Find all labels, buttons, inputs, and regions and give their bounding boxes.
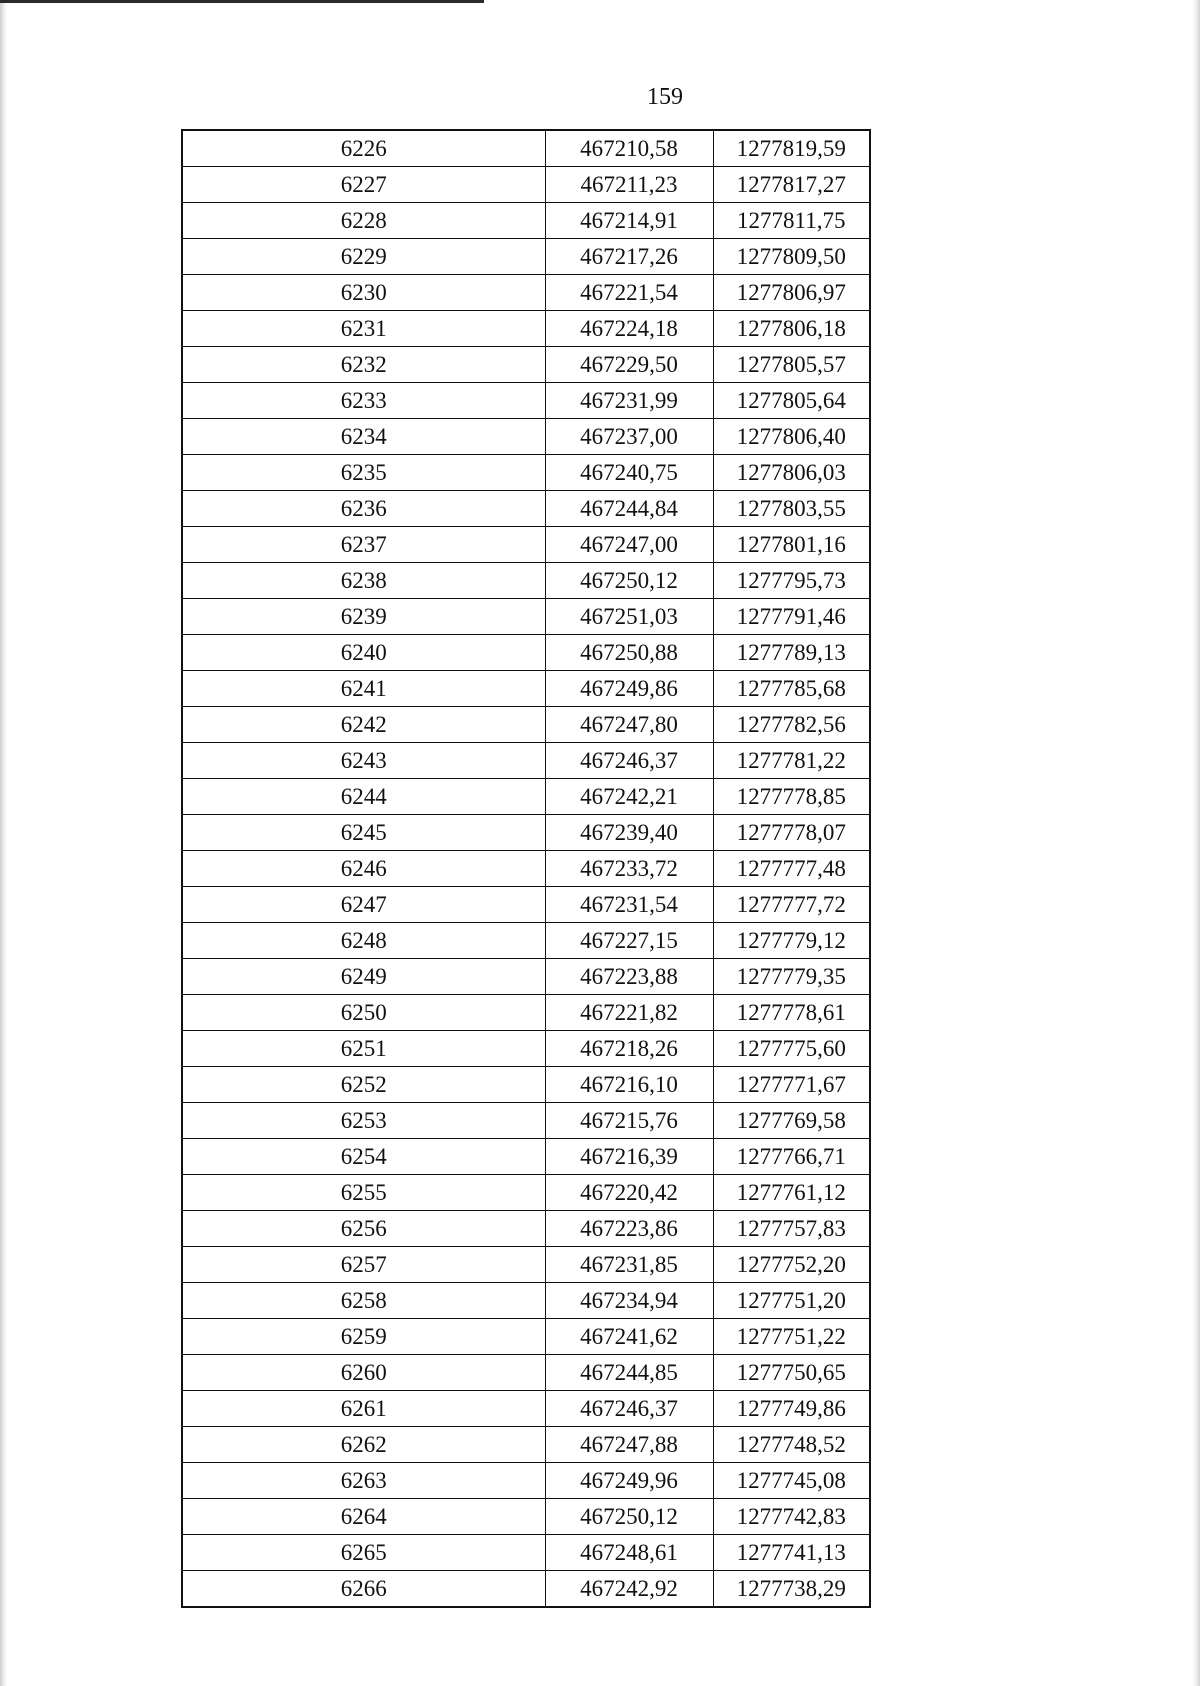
y-coordinate-cell: 1277785,68: [713, 671, 870, 707]
point-number-cell: 6255: [182, 1175, 545, 1211]
x-coordinate-cell: 467251,03: [545, 599, 713, 635]
point-number-cell: 6239: [182, 599, 545, 635]
table-row: [182, 1571, 870, 1608]
x-coordinate-cell: 467237,00: [545, 419, 713, 455]
table-row: [182, 599, 870, 635]
x-coordinate-cell: 467211,23: [545, 167, 713, 203]
y-coordinate-cell: 1277781,22: [713, 743, 870, 779]
table-row: [182, 491, 870, 527]
table-row: [182, 383, 870, 419]
x-coordinate-cell: 467234,94: [545, 1283, 713, 1319]
point-number-cell: 6237: [182, 527, 545, 563]
x-coordinate-cell: 467242,21: [545, 779, 713, 815]
table-row: [182, 1463, 870, 1499]
x-coordinate-cell: 467231,85: [545, 1247, 713, 1283]
table-row: [182, 995, 870, 1031]
point-number-cell: 6236: [182, 491, 545, 527]
y-coordinate-cell: 1277806,97: [713, 275, 870, 311]
y-coordinate-cell: 1277766,71: [713, 1139, 870, 1175]
y-coordinate-cell: 1277811,75: [713, 203, 870, 239]
y-coordinate-cell: 1277817,27: [713, 167, 870, 203]
point-number-cell: 6249: [182, 959, 545, 995]
point-number-cell: 6247: [182, 887, 545, 923]
point-number-cell: 6251: [182, 1031, 545, 1067]
table-row: [182, 419, 870, 455]
x-coordinate-cell: 467218,26: [545, 1031, 713, 1067]
table-row: [182, 1031, 870, 1067]
y-coordinate-cell: 1277806,03: [713, 455, 870, 491]
x-coordinate-cell: 467231,54: [545, 887, 713, 923]
table-row: [182, 1355, 870, 1391]
point-number-cell: 6250: [182, 995, 545, 1031]
x-coordinate-cell: 467221,54: [545, 275, 713, 311]
point-number-cell: 6243: [182, 743, 545, 779]
x-coordinate-cell: 467250,12: [545, 563, 713, 599]
table-row: [182, 923, 870, 959]
y-coordinate-cell: 1277791,46: [713, 599, 870, 635]
y-coordinate-cell: 1277748,52: [713, 1427, 870, 1463]
table-row: [182, 851, 870, 887]
point-number-cell: 6256: [182, 1211, 545, 1247]
table-row: [182, 1211, 870, 1247]
table-row: [182, 635, 870, 671]
point-number-cell: 6262: [182, 1427, 545, 1463]
point-number-cell: 6258: [182, 1283, 545, 1319]
x-coordinate-cell: 467221,82: [545, 995, 713, 1031]
coordinates-table: [181, 129, 871, 1608]
x-coordinate-cell: 467233,72: [545, 851, 713, 887]
point-number-cell: 6263: [182, 1463, 545, 1499]
y-coordinate-cell: 1277778,85: [713, 779, 870, 815]
y-coordinate-cell: 1277819,59: [713, 130, 870, 167]
x-coordinate-cell: 467246,37: [545, 1391, 713, 1427]
y-coordinate-cell: 1277805,64: [713, 383, 870, 419]
x-coordinate-cell: 467247,88: [545, 1427, 713, 1463]
y-coordinate-cell: 1277805,57: [713, 347, 870, 383]
y-coordinate-cell: 1277778,61: [713, 995, 870, 1031]
y-coordinate-cell: 1277738,29: [713, 1571, 870, 1608]
y-coordinate-cell: 1277795,73: [713, 563, 870, 599]
y-coordinate-cell: 1277742,83: [713, 1499, 870, 1535]
point-number-cell: 6260: [182, 1355, 545, 1391]
point-number-cell: 6252: [182, 1067, 545, 1103]
point-number-cell: 6259: [182, 1319, 545, 1355]
y-coordinate-cell: 1277778,07: [713, 815, 870, 851]
point-number-cell: 6233: [182, 383, 545, 419]
x-coordinate-cell: 467220,42: [545, 1175, 713, 1211]
y-coordinate-cell: 1277777,48: [713, 851, 870, 887]
table-row: [182, 311, 870, 347]
point-number-cell: 6231: [182, 311, 545, 347]
point-number-cell: 6241: [182, 671, 545, 707]
table-row: [182, 527, 870, 563]
x-coordinate-cell: 467250,88: [545, 635, 713, 671]
table-row: [182, 1391, 870, 1427]
x-coordinate-cell: 467244,85: [545, 1355, 713, 1391]
table-row: [182, 743, 870, 779]
table-row: [182, 1499, 870, 1535]
table-row: [182, 779, 870, 815]
table-row: [182, 1139, 870, 1175]
y-coordinate-cell: 1277749,86: [713, 1391, 870, 1427]
x-coordinate-cell: 467242,92: [545, 1571, 713, 1608]
x-coordinate-cell: 467229,50: [545, 347, 713, 383]
y-coordinate-cell: 1277809,50: [713, 239, 870, 275]
y-coordinate-cell: 1277769,58: [713, 1103, 870, 1139]
y-coordinate-cell: 1277751,22: [713, 1319, 870, 1355]
table-row: [182, 959, 870, 995]
y-coordinate-cell: 1277806,18: [713, 311, 870, 347]
table-row: [182, 1535, 870, 1571]
point-number-cell: 6264: [182, 1499, 545, 1535]
x-coordinate-cell: 467210,58: [545, 130, 713, 167]
x-coordinate-cell: 467247,00: [545, 527, 713, 563]
table-row: [182, 455, 870, 491]
point-number-cell: 6226: [182, 130, 545, 167]
x-coordinate-cell: 467250,12: [545, 1499, 713, 1535]
y-coordinate-cell: 1277801,16: [713, 527, 870, 563]
table-row: [182, 1175, 870, 1211]
point-number-cell: 6246: [182, 851, 545, 887]
point-number-cell: 6230: [182, 275, 545, 311]
table-row: [182, 1319, 870, 1355]
y-coordinate-cell: 1277789,13: [713, 635, 870, 671]
point-number-cell: 6238: [182, 563, 545, 599]
table-row: [182, 887, 870, 923]
point-number-cell: 6229: [182, 239, 545, 275]
y-coordinate-cell: 1277751,20: [713, 1283, 870, 1319]
x-coordinate-cell: 467216,10: [545, 1067, 713, 1103]
y-coordinate-cell: 1277806,40: [713, 419, 870, 455]
x-coordinate-cell: 467246,37: [545, 743, 713, 779]
table-row: [182, 1247, 870, 1283]
point-number-cell: 6266: [182, 1571, 545, 1608]
x-coordinate-cell: 467240,75: [545, 455, 713, 491]
y-coordinate-cell: 1277752,20: [713, 1247, 870, 1283]
point-number-cell: 6253: [182, 1103, 545, 1139]
x-coordinate-cell: 467215,76: [545, 1103, 713, 1139]
y-coordinate-cell: 1277779,12: [713, 923, 870, 959]
x-coordinate-cell: 467216,39: [545, 1139, 713, 1175]
point-number-cell: 6257: [182, 1247, 545, 1283]
point-number-cell: 6254: [182, 1139, 545, 1175]
table-row: [182, 275, 870, 311]
x-coordinate-cell: 467248,61: [545, 1535, 713, 1571]
scan-edge-left: [0, 0, 8, 1686]
table-row: [182, 1067, 870, 1103]
x-coordinate-cell: 467241,62: [545, 1319, 713, 1355]
x-coordinate-cell: 467239,40: [545, 815, 713, 851]
table-row: [182, 347, 870, 383]
point-number-cell: 6261: [182, 1391, 545, 1427]
x-coordinate-cell: 467214,91: [545, 203, 713, 239]
table-row: [182, 203, 870, 239]
point-number-cell: 6232: [182, 347, 545, 383]
y-coordinate-cell: 1277757,83: [713, 1211, 870, 1247]
table-row: [182, 707, 870, 743]
x-coordinate-cell: 467249,86: [545, 671, 713, 707]
x-coordinate-cell: 467244,84: [545, 491, 713, 527]
table-row: [182, 1427, 870, 1463]
x-coordinate-cell: 467227,15: [545, 923, 713, 959]
x-coordinate-cell: 467224,18: [545, 311, 713, 347]
y-coordinate-cell: 1277745,08: [713, 1463, 870, 1499]
x-coordinate-cell: 467247,80: [545, 707, 713, 743]
header-rule: [0, 0, 484, 3]
table-row: [182, 815, 870, 851]
y-coordinate-cell: 1277803,55: [713, 491, 870, 527]
table-row: [182, 671, 870, 707]
table-row: [182, 130, 870, 167]
table-row: [182, 167, 870, 203]
coordinates-table-body: [182, 130, 870, 1607]
x-coordinate-cell: 467231,99: [545, 383, 713, 419]
table-row: [182, 563, 870, 599]
page-number: 159: [647, 84, 683, 110]
y-coordinate-cell: 1277771,67: [713, 1067, 870, 1103]
table-row: [182, 1103, 870, 1139]
scan-edge-right: [1192, 0, 1200, 1686]
point-number-cell: 6242: [182, 707, 545, 743]
y-coordinate-cell: 1277779,35: [713, 959, 870, 995]
table-row: [182, 1283, 870, 1319]
point-number-cell: 6245: [182, 815, 545, 851]
x-coordinate-cell: 467223,86: [545, 1211, 713, 1247]
point-number-cell: 6227: [182, 167, 545, 203]
point-number-cell: 6234: [182, 419, 545, 455]
y-coordinate-cell: 1277750,65: [713, 1355, 870, 1391]
y-coordinate-cell: 1277782,56: [713, 707, 870, 743]
x-coordinate-cell: 467223,88: [545, 959, 713, 995]
point-number-cell: 6235: [182, 455, 545, 491]
y-coordinate-cell: 1277777,72: [713, 887, 870, 923]
x-coordinate-cell: 467249,96: [545, 1463, 713, 1499]
y-coordinate-cell: 1277761,12: [713, 1175, 870, 1211]
table-row: [182, 239, 870, 275]
y-coordinate-cell: 1277775,60: [713, 1031, 870, 1067]
point-number-cell: 6265: [182, 1535, 545, 1571]
point-number-cell: 6228: [182, 203, 545, 239]
point-number-cell: 6248: [182, 923, 545, 959]
point-number-cell: 6244: [182, 779, 545, 815]
y-coordinate-cell: 1277741,13: [713, 1535, 870, 1571]
point-number-cell: 6240: [182, 635, 545, 671]
x-coordinate-cell: 467217,26: [545, 239, 713, 275]
